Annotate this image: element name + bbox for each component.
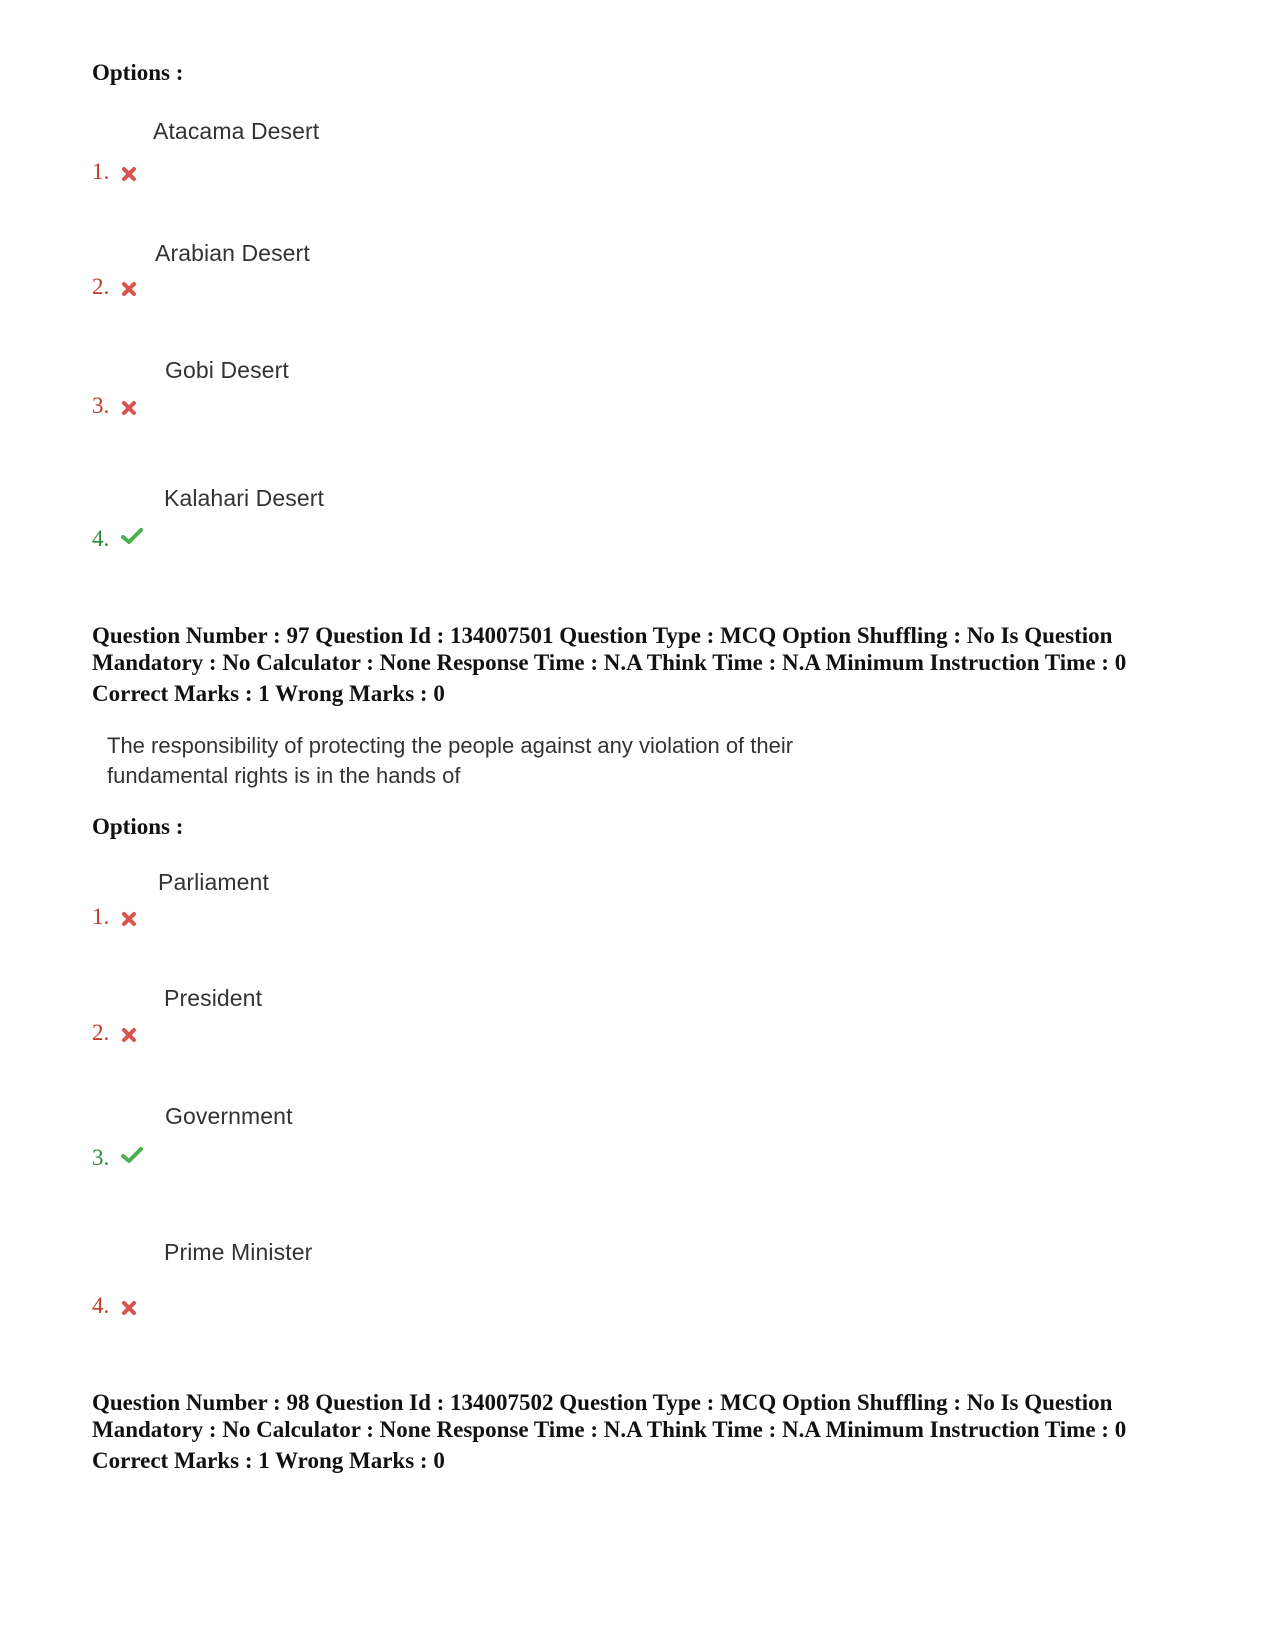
option-number-label: 2. xyxy=(92,274,110,299)
option-number-label: 4. xyxy=(92,1293,110,1318)
option-number-label: 1. xyxy=(92,159,110,184)
option-number-label: 4. xyxy=(92,526,110,551)
cross-icon xyxy=(121,166,137,182)
question-meta-line: Mandatory : No Calculator : None Response Time : N.A Think Time : N.A Minimum Instruction Time : 0 xyxy=(92,650,1127,675)
option-text: Kalahari Desert xyxy=(164,485,325,511)
option-text: President xyxy=(164,985,263,1011)
option-number xyxy=(92,526,143,552)
option-number xyxy=(92,274,137,300)
option-text: Arabian Desert xyxy=(155,240,310,266)
option-number xyxy=(92,159,137,185)
option-text: Atacama Desert xyxy=(153,118,320,144)
option-text: Parliament xyxy=(158,869,269,895)
question-marks-line: Correct Marks : 1 Wrong Marks : 0 xyxy=(92,681,445,706)
cross-icon xyxy=(121,911,137,927)
check-icon xyxy=(121,1146,143,1164)
option-number xyxy=(92,1020,137,1046)
options-label: Options : xyxy=(92,60,184,85)
cross-icon xyxy=(121,400,137,416)
option-text: Prime Minister xyxy=(164,1239,313,1265)
option-number-label: 3. xyxy=(92,1145,110,1170)
options-label: Options : xyxy=(92,814,184,839)
question-meta-line: Question Number : 97 Question Id : 134007501 Question Type : MCQ Option Shuffling : No Is Question xyxy=(92,623,1113,648)
question-meta xyxy=(92,1389,1192,1474)
question-marks-line: Correct Marks : 1 Wrong Marks : 0 xyxy=(92,1448,445,1473)
option-text: Government xyxy=(165,1103,293,1129)
question-text-line: fundamental rights is in the hands of xyxy=(107,763,461,788)
question-text-line: The responsibility of protecting the people against any violation of their xyxy=(107,733,794,758)
cross-icon xyxy=(121,281,137,297)
cross-icon xyxy=(121,1300,137,1316)
option-number xyxy=(92,904,137,930)
cross-icon xyxy=(121,1027,137,1043)
question-meta xyxy=(92,622,1192,707)
option-number xyxy=(92,393,137,419)
option-number xyxy=(92,1145,143,1171)
option-text: Gobi Desert xyxy=(165,357,289,383)
option-number-label: 1. xyxy=(92,904,110,929)
option-number xyxy=(92,1293,137,1319)
question-text xyxy=(107,731,793,791)
question-meta-line: Question Number : 98 Question Id : 134007502 Question Type : MCQ Option Shuffling : No Is Question xyxy=(92,1390,1113,1415)
option-number-label: 3. xyxy=(92,393,110,418)
check-icon xyxy=(121,527,143,545)
question-meta-line: Mandatory : No Calculator : None Response Time : N.A Think Time : N.A Minimum Instruction Time : 0 xyxy=(92,1417,1127,1442)
option-number-label: 2. xyxy=(92,1020,110,1045)
